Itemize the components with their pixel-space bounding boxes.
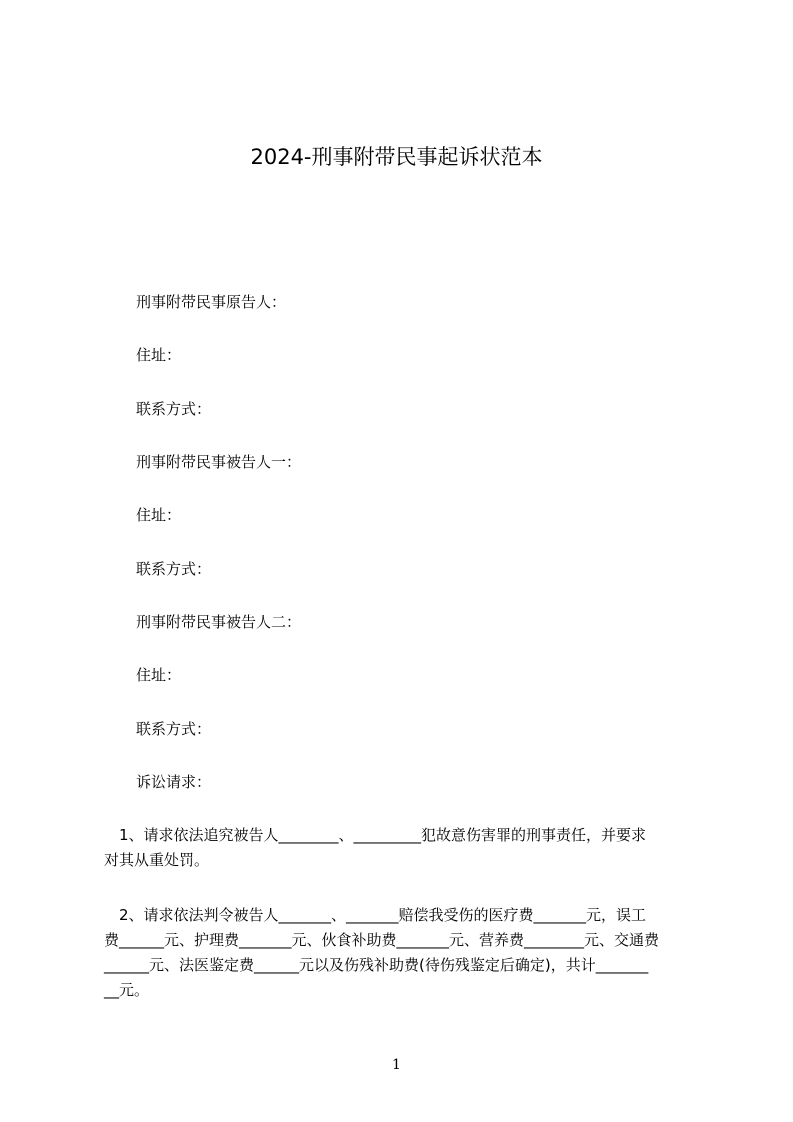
- plaintiff-label: 刑事附带民事原告人：: [136, 293, 287, 311]
- claim-2-line-3: ______元、法医鉴定费______元以及伤残补助费(待伤残鉴定后确定)，共计_______: [104, 956, 649, 974]
- page-number: 1: [392, 1057, 401, 1073]
- defendant-two-contact-label: 联系方式：: [136, 720, 212, 738]
- claim-2-line-1: 2、请求依法判令被告人_______、_______赔偿我受伤的医疗费_______元，误工: [104, 906, 647, 924]
- claim-1-line-1: 1、请求依法追究被告人________、_________犯故意伤害罪的刑事责任，并要求: [104, 826, 647, 844]
- claim-paragraph-1: [104, 825, 704, 875]
- claim-2-line-2: 费______元、护理费_______元、伙食补助费_______元、营养费________元、交通费: [104, 931, 660, 949]
- plaintiff-contact-label: 联系方式：: [136, 400, 212, 418]
- claims-heading: 诉讼请求：: [136, 773, 212, 791]
- defendant-one-address-label: 住址：: [136, 506, 182, 524]
- claim-2-line-4: __元。: [104, 981, 150, 999]
- defendant-two-address-label: 住址：: [136, 666, 182, 684]
- claim-1-line-2: 对其从重处罚。: [104, 851, 210, 869]
- defendant-one-contact-label: 联系方式：: [136, 560, 212, 578]
- plaintiff-address-label: 住址：: [136, 346, 182, 364]
- page-title: 2024-刑事附带民事起诉状范本: [250, 145, 543, 169]
- claim-paragraph-2: [104, 905, 704, 1005]
- defendant-two-label: 刑事附带民事被告人二：: [136, 613, 302, 631]
- defendant-one-label: 刑事附带民事被告人一：: [136, 453, 302, 471]
